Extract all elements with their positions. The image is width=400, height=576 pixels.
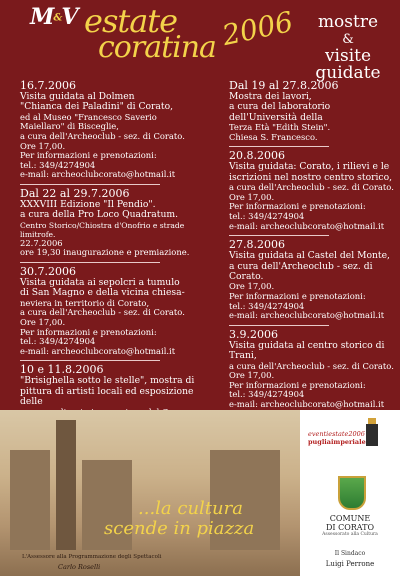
event-line: Per informazioni e prenotazioni: (20, 150, 157, 161)
section-title (300, 14, 396, 82)
event-block (20, 80, 216, 180)
divider (229, 235, 329, 236)
tagline-scende-in-piazza: scende in piazza (104, 518, 255, 539)
photo-tower (56, 420, 76, 550)
coat-of-arms-icon (338, 476, 366, 510)
event-line: 22.7.2006 (20, 237, 63, 248)
photo-building (10, 450, 50, 550)
event-date: Dal 19 al 27.8.2006 (229, 79, 339, 92)
sindaco-role: Il Sindaco (334, 550, 366, 557)
event-line: Visita guidata al Castel del Monte, (229, 250, 390, 262)
event-date: 20.8.2006 (229, 149, 285, 163)
eventi-logo-line2: pugliaimperiale (308, 438, 366, 446)
comune-word: COMUNE (329, 514, 371, 523)
mv-logo-m: M (30, 4, 54, 30)
event-date: Dal 22 al 29.7.2006 (20, 186, 130, 200)
event-line: Maiellaro" di Bisceglie, (20, 121, 119, 132)
event-date: 30.7.2006 (20, 264, 76, 278)
event-line: Mostra dei lavori, (229, 91, 312, 102)
event-line[interactable]: e-mail: archeoclubcorato@hotmail.it (229, 310, 385, 321)
event-block (20, 266, 216, 356)
event-line[interactable]: e-mail: archeoclubcorato@hotmail.it (229, 398, 385, 409)
mv-logo-v: V (61, 4, 78, 30)
brand-coratina: coratina (98, 30, 216, 65)
event-line: tel.: 349/4274904 (229, 300, 305, 311)
event-line: Per informazioni e prenotazioni: (20, 326, 157, 337)
title-guidate: guidate (315, 63, 381, 83)
event-line[interactable]: e-mail: archeoclubcorato@hotmail.it (20, 169, 176, 180)
event-line: Ore 17,00. (20, 316, 66, 327)
event-block (229, 329, 395, 410)
event-line: a cura dell'Archeoclub - sez. di Corato. (20, 131, 185, 141)
event-line: Visita guidata: Corato, i rilievi e le (229, 161, 390, 173)
comune-sub: Assessorato alla Cultura (322, 532, 378, 537)
event-line: ore 19,30 inaugurazione e premiazione. (20, 247, 190, 258)
mv-logo-amp: & (53, 12, 62, 24)
divider (20, 360, 160, 361)
event-line: Per informazioni e prenotazioni: (229, 379, 366, 390)
event-line: Trani, (229, 350, 257, 362)
event-line: a cura dell'Archeoclub - sez. di Corato. (229, 182, 394, 193)
event-line: tel.: 349/4274904 (20, 336, 96, 347)
title-visite: visite (324, 46, 372, 66)
tagline-la-cultura: ...la cultura (138, 498, 243, 519)
brand-logo (72, 2, 302, 72)
event-line: "Chianca dei Paladini" di Corato, (20, 101, 174, 113)
event-date: 16.7.2006 (20, 79, 76, 92)
brand-year: 2006 (219, 4, 296, 53)
event-line: Centro Storico/Chiostra d'Onofrio e strade limitrofe. (20, 220, 185, 239)
event-block (229, 80, 395, 142)
event-line: pittura di artisti locali ed esposizione delle (20, 385, 194, 408)
comune-di-corato: DI CORATO (325, 523, 375, 532)
event-block (20, 188, 216, 258)
event-line: tel.: 349/4274904 (229, 211, 305, 221)
event-block (229, 239, 395, 321)
event-line: neviera in territorio di Corato, (20, 297, 150, 308)
event-date: 3.9.2006 (229, 327, 278, 341)
town-photo (0, 410, 300, 576)
event-line: Visita guidata al centro storico di (229, 339, 385, 351)
event-line: tel.: 349/4274904 (20, 159, 96, 170)
assessore-role: L'Assessore alla Programmazione degli Spettacoli (22, 554, 162, 560)
crown-icon (366, 424, 378, 446)
eventi-estate-logo (308, 430, 366, 450)
title-amp: & (342, 32, 354, 47)
events-right-column (229, 80, 395, 412)
event-line: di San Magno e della vicina chiesa- (20, 287, 185, 299)
divider (20, 262, 160, 263)
brand-estate: estate (84, 2, 178, 40)
event-line: Ore 17,00. (229, 370, 275, 381)
event-line: XXXVIII Edizione "Il Pendio". (20, 198, 156, 210)
event-line: a cura dell'Archeoclub - sez. di Corato. (229, 360, 394, 371)
event-line: Per informazioni e prenotazioni: (229, 291, 366, 301)
event-line: Terza Età "Edith Stein". (229, 122, 331, 133)
header (0, 0, 400, 83)
event-line: Ore 17,00. (20, 140, 66, 151)
title-mostre: mostre (317, 12, 379, 32)
event-line: a cura dell'Archeoclub - sez. di Corato. (20, 307, 185, 318)
event-date: 10 e 11.8.2006 (20, 363, 104, 377)
event-line: iscrizioni nel nostro centro storico, (229, 171, 393, 183)
mv-logo (30, 4, 77, 30)
sindaco-name: Luigi Perrone (325, 560, 375, 568)
comune-label (300, 514, 400, 532)
sponsor-panel (300, 410, 400, 576)
divider (229, 325, 329, 326)
event-block (229, 150, 395, 231)
event-line: Chiesa S. Francesco. (229, 131, 318, 142)
event-line: Visita guidata al Dolmen (20, 91, 135, 102)
divider (20, 184, 160, 185)
assessore-name: Carlo Roselli (58, 563, 101, 571)
event-line: ed al Museo "Francesco Saverio (20, 111, 157, 122)
event-line: "Brisighella sotto le stelle", mostra di (20, 375, 195, 387)
event-line: Ore 17,00. (229, 191, 275, 202)
event-line: Ore 17,00. (229, 281, 275, 292)
event-date: 27.8.2006 (229, 238, 285, 252)
divider (229, 146, 329, 147)
event-line[interactable]: e-mail: archeoclubcorato@hotmail.it (229, 220, 385, 231)
event-line: a cura dell'Archeoclub - sez. di Corato. (229, 260, 373, 282)
event-line: a cura della Pro Loco Quadratum. (20, 209, 179, 221)
event-line[interactable]: e-mail: archeoclubcorato@hotmail.it (20, 345, 176, 356)
event-line: Visita guidata ai sepolcri a tumulo (20, 276, 180, 288)
event-line: Per informazioni e prenotazioni: (229, 201, 366, 212)
event-line: a cura del laboratorio dell'Università della (229, 101, 331, 123)
eventi-logo-line1: eventiestate2006 (308, 430, 365, 438)
event-line: tel.: 349/4274904 (229, 389, 305, 400)
